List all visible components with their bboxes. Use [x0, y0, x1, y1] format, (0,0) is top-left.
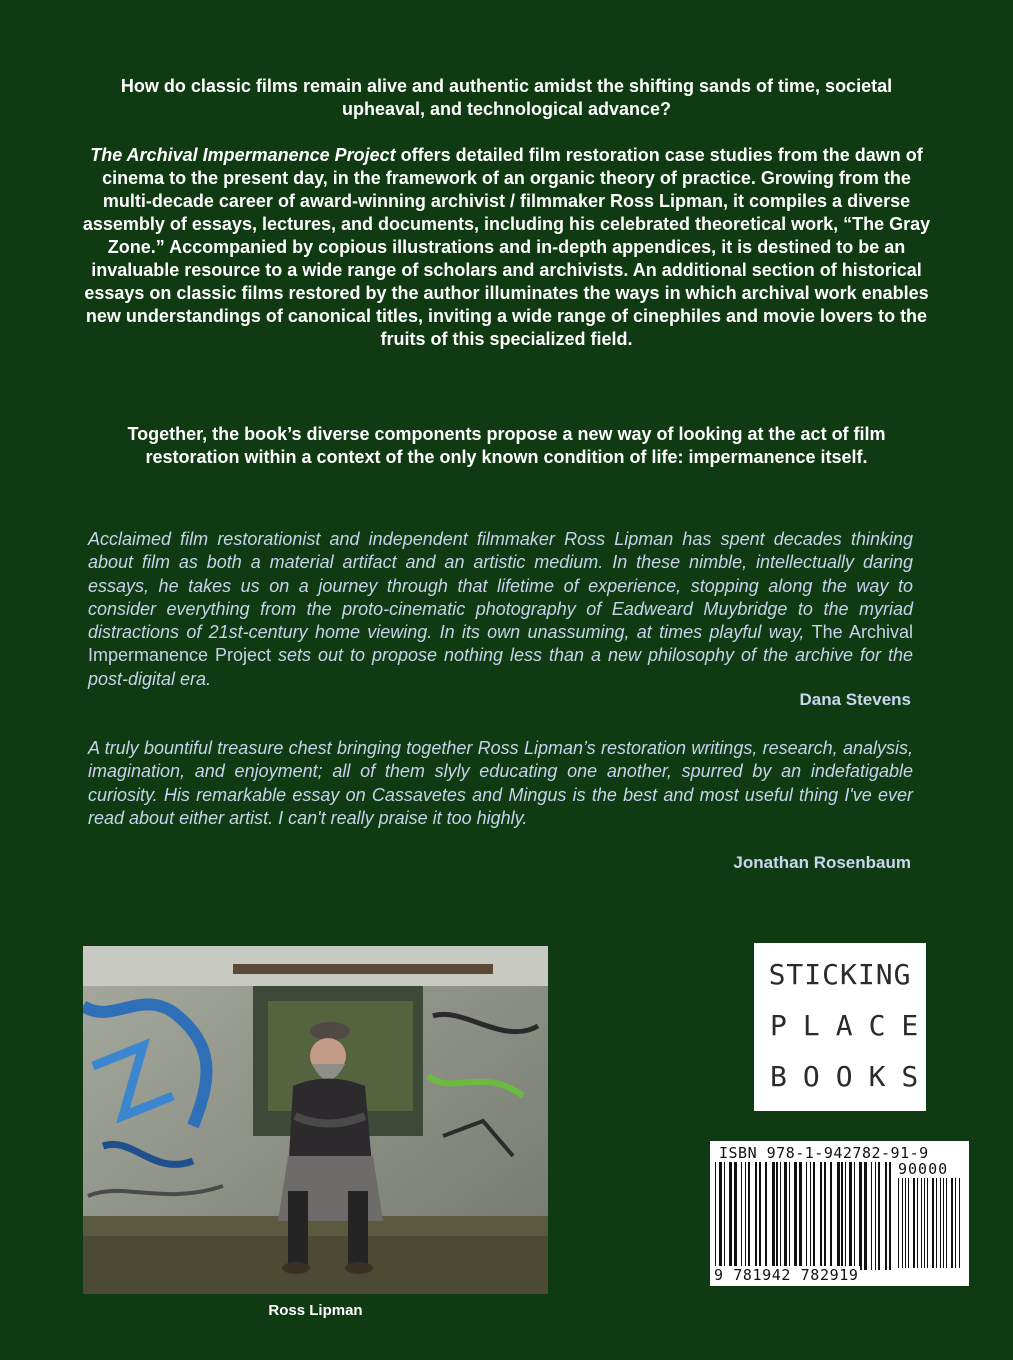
barcode-bar: [902, 1178, 903, 1268]
blurb-quote-1-title: The Archival Impermanence Project: [88, 622, 913, 666]
barcode-bar: [849, 1162, 852, 1270]
barcode-bar: [955, 1178, 956, 1268]
barcode-bar: [745, 1162, 746, 1270]
intro-description: [80, 144, 933, 351]
publisher-logo-line-2: PLACE: [770, 1009, 935, 1042]
barcode-bar: [859, 1162, 862, 1270]
barcode-bar: [936, 1178, 937, 1268]
book-title: The Archival Impermanence Project: [90, 145, 396, 165]
barcode-bar: [959, 1178, 960, 1268]
barcode-bar: [951, 1178, 953, 1268]
barcode-bar: [719, 1162, 722, 1270]
intro-conclusion: [80, 423, 933, 469]
barcode-bar: [799, 1162, 802, 1270]
barcode-bar: [830, 1162, 832, 1270]
barcode-bar: [898, 1178, 899, 1268]
barcode-bar: [908, 1178, 909, 1268]
barcode-bar: [820, 1162, 822, 1270]
barcode-bar: [715, 1162, 716, 1270]
barcode-bar: [871, 1162, 872, 1270]
barcode-bars: [715, 1162, 895, 1270]
photo-caption: Ross Lipman: [268, 1302, 363, 1319]
barcode-bar: [813, 1162, 815, 1270]
barcode-bar: [724, 1162, 725, 1270]
barcode-bar: [789, 1162, 790, 1270]
barcode-bar: [810, 1162, 811, 1270]
barcode-bar: [845, 1162, 846, 1270]
barcode-bar: [889, 1162, 891, 1270]
barcode-bar: [932, 1178, 934, 1268]
isbn-barcode: [710, 1141, 969, 1286]
barcode-bar: [824, 1162, 826, 1270]
intro-question: [80, 75, 933, 121]
barcode-bar: [946, 1178, 947, 1268]
publisher-logo-line-1: STICKING: [768, 958, 912, 991]
barcode-bar: [905, 1178, 906, 1268]
barcode-bar: [734, 1162, 737, 1270]
barcode-bar: [780, 1162, 781, 1270]
blurb-quote-1-after: sets out to propose nothing less than a new philosophy of the archive for the post-digital era.: [88, 645, 913, 689]
barcode-bar: [837, 1162, 840, 1270]
author-photo: [83, 946, 548, 1294]
barcode-bar: [748, 1162, 750, 1270]
intro-conclusion-text: Together, the book’s diverse components propose a new way of looking at the act of film restoration within a context of the only known condition of life: impermanence itself.: [127, 424, 886, 467]
blurb-quote-1: [88, 528, 913, 691]
barcode-bar: [913, 1178, 915, 1268]
publisher-logo: [754, 943, 935, 1111]
barcode-bar: [917, 1178, 918, 1268]
barcode-bar: [784, 1162, 787, 1270]
barcode-bar: [875, 1162, 876, 1270]
barcode-bar: [776, 1162, 778, 1270]
barcode-bar: [864, 1162, 867, 1270]
publisher-logo-line-3: BOOKS: [770, 1060, 935, 1093]
barcode-bar: [729, 1162, 732, 1270]
addon-barcode-bars: [898, 1178, 964, 1268]
barcode-bar: [741, 1162, 742, 1270]
blurb-quote-2: A truly bountiful treasure chest bringing together Ross Lipman’s restoration writings, research, analysis, imagination, and enjoyment; all of them slyly educating one another, spurred by an indefatigable curiosity. His remarkable essay on Cassavetes and Mingus is the best and most useful thing I've ever read about either artist. I can't really praise it too highly.: [88, 738, 913, 828]
isbn-number: ISBN 978-1-942782-91-9: [719, 1144, 929, 1162]
barcode-bar: [755, 1162, 757, 1270]
barcode-bar: [885, 1162, 887, 1270]
barcode-bar: [943, 1178, 944, 1268]
barcode-bar: [759, 1162, 761, 1270]
blurb-author-1: Dana Stevens: [799, 690, 911, 709]
barcode-bar: [854, 1162, 855, 1270]
barcode-bar: [841, 1162, 843, 1270]
intro-question-text: How do classic films remain alive and authentic amidst the shifting sands of time, societal upheaval, and technological advance?: [120, 76, 893, 119]
barcode-bar: [794, 1162, 797, 1270]
blurb-quote-1-before: Acclaimed film restorationist and independent filmmaker Ross Lipman has spent decades thinking about film as both a material artifact and an artistic medium. In these nimble, intellectually daring essays, he takes us on a journey through that lifetime of experience, stopping along the way to consider everything from the proto-cinematic photography of Eadweard Muybridge to the myriad distractions of 21st-century home viewing. In its own unassuming, at times playful way,: [88, 529, 913, 643]
barcode-bar: [940, 1178, 941, 1268]
barcode-bar: [772, 1162, 775, 1270]
intro-description-text: offers detailed film restoration case studies from the dawn of cinema to the present day, in the framework of an organic theory of practice. Growing from the multi-decade career of award-winning archivist / filmmaker Ross Lipman, it compiles a diverse assembly of essays, lectures, and documents, including his celebrated theoretical work, “The Gray Zone.” Accompanied by copious illustrations and in-depth appendices, it is destined to be an invaluable resource to a wide range of scholars and archivists. An additional section of historical essays on classic films restored by the author illuminates the ways in which archival work enables new understandings of canonical titles, inviting a wide range of cinephiles and movie lovers to the fruits of this specialized field.: [82, 145, 931, 349]
barcode-bar: [927, 1178, 928, 1268]
barcode-bar: [921, 1178, 922, 1268]
barcode-bar: [924, 1178, 925, 1268]
price-addon-number: 90000: [898, 1160, 949, 1178]
barcode-bar: [806, 1162, 807, 1270]
barcode-bar: [765, 1162, 767, 1270]
blurb-author-2: Jonathan Rosenbaum: [733, 853, 911, 872]
barcode-bar: [878, 1162, 880, 1270]
ean-number: 9 781942 782919: [714, 1266, 859, 1284]
